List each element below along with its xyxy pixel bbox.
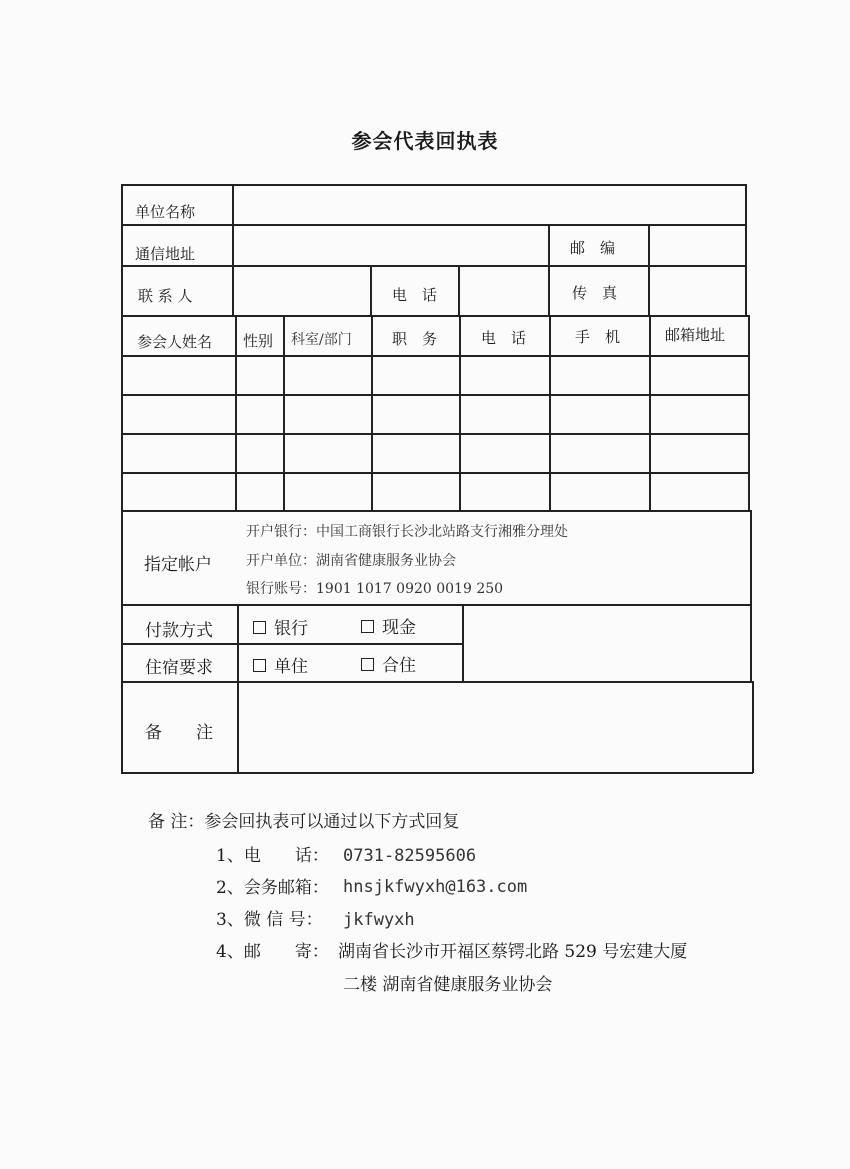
payment-option-bank[interactable]: 银行	[253, 619, 308, 639]
notes-heading: 备 注：参会回执表可以通过以下方式回复	[148, 812, 460, 832]
col-mobile: 手 机	[575, 328, 621, 346]
checkbox-icon	[253, 621, 266, 634]
contact-label: 联 系 人	[138, 287, 193, 305]
note-item-label: 4、邮 寄：	[216, 942, 329, 962]
unit-name-label: 单位名称	[135, 203, 196, 221]
bank-name: 开户银行：中国工商银行长沙北站路支行湘雅分理处	[246, 524, 568, 540]
col-position: 职 务	[392, 330, 438, 348]
col-gender: 性别	[243, 332, 274, 350]
account-holder: 开户单位：湖南省健康服务业协会	[246, 553, 456, 569]
note-mail-address-line2: 二楼 湖南省健康服务业协会	[343, 975, 553, 995]
remarks-label: 备 注	[145, 723, 213, 743]
note-mail-address: 湖南省长沙市开福区蔡锷北路 529 号宏建大厦	[338, 942, 688, 962]
fax-label: 传 真	[572, 284, 618, 302]
col-department: 科室/部门	[291, 332, 352, 348]
checkbox-icon	[361, 658, 374, 671]
page-title: 参会代表回执表	[351, 129, 499, 153]
note-item-label: 1、电 话：	[216, 846, 329, 866]
col-phone: 电 话	[481, 329, 527, 347]
phone-label: 电 话	[392, 286, 438, 304]
col-email: 邮箱地址	[665, 326, 726, 344]
payment-option-cash[interactable]: 现金	[361, 618, 416, 638]
postcode-label: 邮 编	[570, 239, 616, 257]
account-label: 指定帐户	[144, 555, 212, 575]
note-email-value[interactable]: hnsjkfwyxh@163.com	[343, 877, 528, 897]
lodging-option-shared[interactable]: 合住	[361, 656, 416, 676]
address-label: 通信地址	[135, 245, 196, 263]
lodging-label: 住宿要求	[145, 658, 213, 678]
note-phone-value: 0731-82595606	[343, 846, 477, 866]
note-item-label: 3、微 信 号：	[216, 910, 323, 930]
col-name: 参会人姓名	[137, 333, 213, 351]
note-item-label: 2、会务邮箱：	[216, 878, 329, 898]
checkbox-icon	[361, 620, 374, 633]
account-number: 银行账号：1901 1017 0920 0019 250	[246, 581, 504, 597]
payment-label: 付款方式	[145, 621, 213, 641]
lodging-option-single[interactable]: 单住	[253, 657, 308, 677]
checkbox-icon	[253, 659, 266, 672]
note-wechat-value: jkfwyxh	[343, 910, 415, 930]
